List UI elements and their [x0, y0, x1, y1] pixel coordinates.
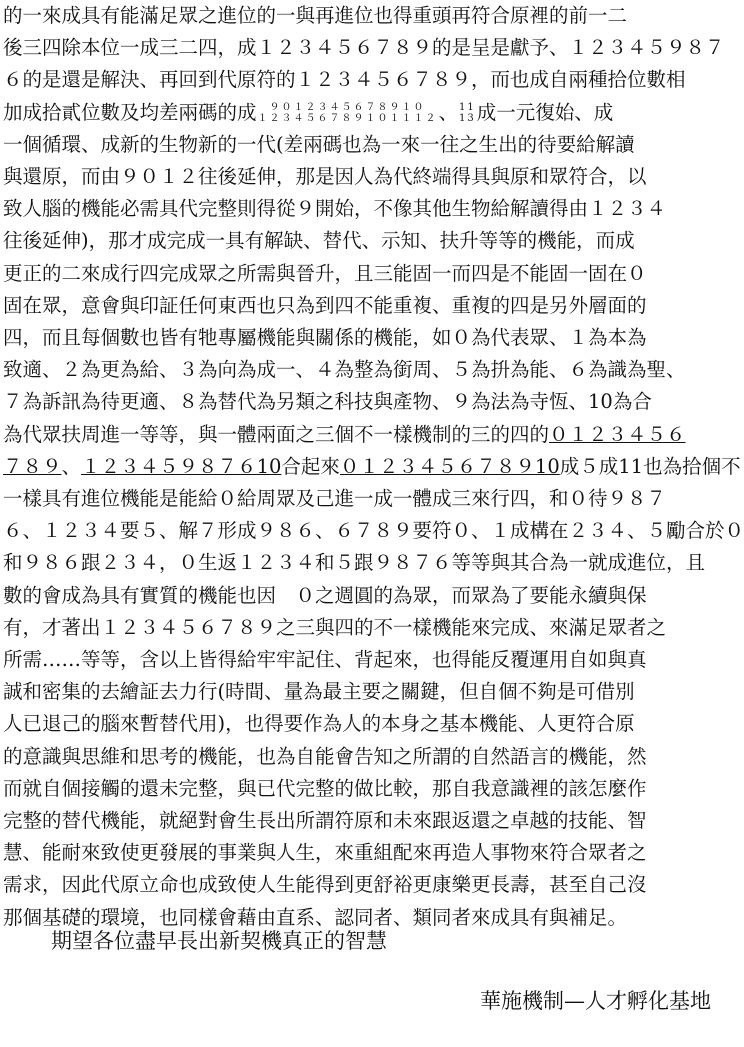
text-line: 那個基礎的環境，也同樣會藉由直系、認同者、類同者來成具有與補足。	[3, 905, 628, 929]
subscript: 13	[459, 113, 476, 125]
text-line: 誠和密集的去繪証去力行(時間、量為最主要之關鍵，但自個不夠是可借別	[3, 680, 635, 704]
text-line: 固在眾，意會與印証任何東西也只為到四不能重複、重複的四是另外層面的	[3, 293, 647, 317]
text-line: 後三四除本位一成三二四，成１２３４５６７８９的是呈是獻予、１２３４５９８７	[3, 36, 725, 60]
text-run: 成一元復始、成	[476, 100, 614, 124]
text-run: 成５成11也為拾個不	[559, 454, 741, 478]
text-line: ６的是還是解決、再回到代原符的１２３４５６７８９，而也成自兩種拾位數相	[3, 68, 686, 92]
text-line: 數的會成為具有實質的機能也因 ０之週圓的為眾，而眾為了要能永續與保	[3, 583, 647, 607]
text-run: 加成拾貳位數及均差兩碼的成	[3, 100, 257, 124]
text-line: ７為訴訊為待更適、８為替代為另類之科技與產物、９為法為寺恆、10為合	[3, 390, 652, 414]
text-line: 的意識與思維和思考的機能，也為自能會告知之所謂的自然語言的機能，然	[3, 744, 647, 768]
text-line: 一個循環、成新的生物新的一代(差兩碼也為一來一往之生出的待要給解讀	[3, 132, 635, 156]
text-line: 往後延伸)，那才成完成一具有解缺、替代、示知、扶升等等的機能，而成	[3, 229, 635, 253]
text-line: 四，而且每個數也皆有牠專屬機能與關係的機能，如０為代表眾、１為本為	[3, 326, 647, 349]
text-line: 致適、２為更為給、３為向為成一、４為整為銜周、５為抍為能、６為識為聖、	[3, 358, 686, 382]
underlined-digits: 10	[256, 454, 282, 478]
fraction-top: ９０１２３４５６７８９１０	[269, 102, 426, 114]
text-line	[3, 419, 722, 451]
text-line	[3, 97, 722, 129]
superscript: 11	[459, 102, 476, 114]
text-run: 合起來	[281, 454, 340, 478]
text-run: 、	[438, 100, 459, 124]
text-run: 、	[61, 454, 82, 478]
underlined-digits: １２３４５	[81, 454, 179, 478]
underlined-digits: ９８７６	[178, 454, 257, 478]
text-line: 有，才著出１２３４５６７８９之三與四的不一樣機能來完成、來滿足眾者之	[3, 615, 667, 639]
text-run: 為代眾扶周進一等等，與一體兩面之三個不一樣機制的三的四的	[3, 422, 550, 446]
underlined-digits: ０１２３４５６	[549, 422, 686, 446]
text-line	[3, 451, 741, 483]
fraction-bottom: １２３４５６７８９１０１１１２	[257, 113, 438, 125]
underlined-digits: ７８９	[3, 454, 62, 478]
text-line: 人已退己的腦來暫替代用)，也得要作為人的本身之基本機能、人更符合原	[3, 712, 635, 736]
text-line: ６、１２３４要５、解７形成９８６、６７８９要符０、１成構在２３４、５勵合於０	[3, 519, 744, 543]
underlined-digits: ０１２３４５６７８９	[339, 454, 535, 478]
text-line: 慧、能耐來致使更發展的事業與人生，來重組配來再造人事物來符合眾者之	[3, 841, 647, 865]
text-line: 致人腦的機能必需具代完整則得從９開始，不像其他生物給解讀得由１２３４	[3, 197, 667, 221]
digit-offset-fraction	[258, 102, 438, 124]
superscript-subscript-pair	[459, 102, 476, 124]
closing-wish: 期望各位盡早長出新契機真正的智慧	[51, 929, 387, 953]
text-line: 與還原，而由９０１２往後延伸，那是因人為代終端得具與原和眾符合，以	[3, 165, 647, 188]
text-line: 所需……等等，含以上皆得給牢牢記住、背起來，也得能反覆運用自如與真	[3, 648, 647, 671]
underlined-digits: 10	[534, 454, 560, 478]
text-line: 而就自個接觸的還未完整，與已代完整的做比較，那自我意識裡的該怎麼作	[3, 776, 647, 800]
text-line: 的一來成具有能滿足眾之進位的一與再進位也得重頭再符合原裡的前一二	[3, 4, 628, 27]
text-line: 和９８６跟２３４，０生返１２３４和５跟９８７６等等與其合為一就成進位，且	[3, 551, 706, 575]
text-line: 需求，因此代原立命也成致使人生能得到更舒裕更康樂更長壽，甚至自己沒	[3, 873, 647, 897]
signature: 華施機制—人才孵化基地	[480, 989, 711, 1013]
text-line: 完整的替代機能，就絕對會生長出所謂符原和未來跟返還之卓越的技能、智	[3, 809, 647, 832]
text-line: 更正的二來成行四完成眾之所需與晉升，且三能固一而四是不能固一固在０	[3, 261, 647, 285]
text-line: 一樣具有進位機能是能給０給周眾及己進一成一體成三來行四，和０待９８７	[3, 487, 667, 510]
